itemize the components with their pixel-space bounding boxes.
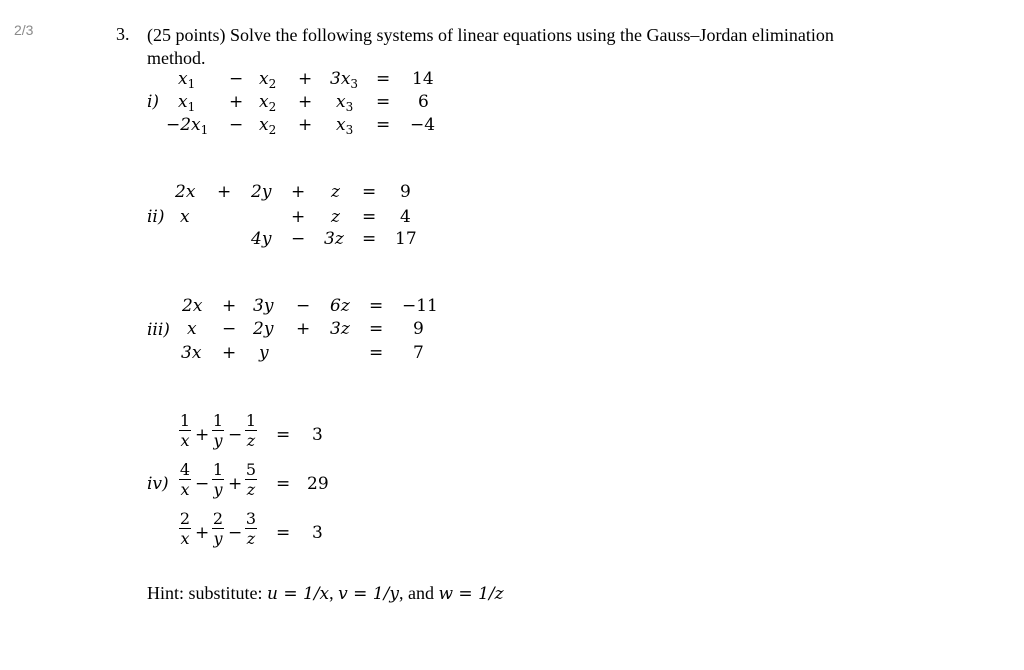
term: $x_1$ [178, 69, 196, 91]
equals-sign: = [276, 474, 291, 494]
operator: − [195, 474, 210, 494]
rhs-value: −11 [402, 296, 438, 316]
operator: − [229, 69, 244, 89]
operator: + [291, 207, 306, 227]
hint-prefix: Hint: substitute: [147, 583, 268, 603]
operator: + [229, 92, 244, 112]
term: z [331, 182, 340, 202]
operator: + [298, 92, 313, 112]
term: 3y [253, 296, 274, 316]
operator: − [296, 296, 311, 316]
system-label: ii) [147, 207, 165, 227]
term: x [180, 207, 190, 227]
rhs-value: 9 [413, 319, 424, 339]
system-label: iv) [147, 474, 169, 494]
fraction: 5 z [245, 460, 257, 499]
term: $x_3$ [336, 115, 354, 137]
term: 2x [175, 182, 196, 202]
hint-sub-u: u = 1/x [267, 584, 330, 604]
term: x [187, 319, 197, 339]
equals-sign: = [362, 229, 377, 249]
rhs-value: 7 [413, 343, 424, 363]
term: 2y [253, 319, 274, 339]
rhs-value: 3 [312, 425, 323, 445]
term: 2x [182, 296, 203, 316]
hint-and: , and [398, 583, 439, 603]
equals-sign: = [369, 319, 384, 339]
operator: − [229, 115, 244, 135]
equals-sign: = [276, 425, 291, 445]
problem-statement: (25 points) Solve the following systems of linear equations using the Gauss–Jordan elimination method. [147, 25, 834, 68]
equals-sign: = [362, 182, 377, 202]
operator: + [195, 425, 210, 445]
operator: + [296, 319, 311, 339]
term: $x_2$ [259, 115, 277, 137]
system-label: i) [147, 92, 160, 112]
equals-sign: = [276, 523, 291, 543]
fraction: 2 x [179, 509, 191, 548]
rhs-value: 6 [418, 92, 429, 112]
equals-sign: = [376, 69, 391, 89]
operator: + [298, 115, 313, 135]
rhs-value: −4 [410, 115, 436, 135]
fraction: 3 z [245, 509, 257, 548]
term: $x_2$ [259, 69, 277, 91]
term: 6z [330, 296, 350, 316]
term: y [259, 343, 269, 363]
system-label: iii) [147, 320, 170, 340]
equals-sign: = [376, 92, 391, 112]
equals-sign: = [369, 343, 384, 363]
operator: − [291, 229, 306, 249]
rhs-value: 3 [312, 523, 323, 543]
equals-sign: = [376, 115, 391, 135]
term: 3x [181, 343, 202, 363]
operator: + [222, 343, 237, 363]
term: 3z [324, 229, 344, 249]
term: $x_2$ [259, 92, 277, 114]
term: $-2x_1$ [166, 115, 209, 137]
operator: − [228, 523, 243, 543]
fraction: 1 x [179, 411, 191, 450]
rhs-value: 4 [400, 207, 411, 227]
rhs-value: 17 [395, 229, 417, 249]
equals-sign: = [369, 296, 384, 316]
term: 2y [251, 182, 272, 202]
term: $x_3$ [336, 92, 354, 114]
fraction: 1 z [245, 411, 257, 450]
equals-sign: = [362, 207, 377, 227]
hint-text [147, 583, 504, 604]
operator: + [298, 69, 313, 89]
operator: − [222, 319, 237, 339]
term: $x_1$ [178, 92, 196, 114]
fraction: 1 y [212, 411, 224, 450]
hint-sub-v: v = 1/y [338, 584, 399, 604]
operator: − [228, 425, 243, 445]
term: $3x_3$ [330, 69, 359, 91]
term: z [331, 207, 340, 227]
page-indicator: 2/3 [14, 22, 34, 38]
term: 4y [251, 229, 272, 249]
fraction: 4 x [179, 460, 191, 499]
rhs-value: 14 [412, 69, 434, 89]
term: 3z [330, 319, 350, 339]
rhs-value: 29 [307, 474, 329, 494]
problem-number: 3. [116, 24, 130, 44]
fraction: 1 y [212, 460, 224, 499]
operator: + [195, 523, 210, 543]
hint-comma: , [329, 583, 339, 603]
rhs-value: 9 [400, 182, 411, 202]
hint-sub-w: w = 1/z [438, 584, 504, 604]
operator: + [217, 182, 232, 202]
operator: + [222, 296, 237, 316]
operator: + [291, 182, 306, 202]
operator: + [228, 474, 243, 494]
fraction: 2 y [212, 509, 224, 548]
